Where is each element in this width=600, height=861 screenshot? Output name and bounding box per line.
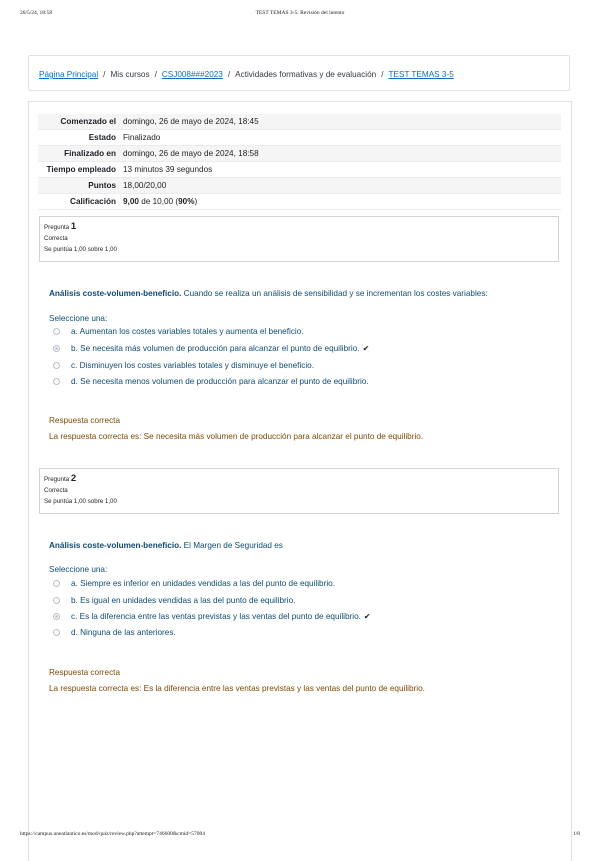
print-title: TEST TEMAS 3-5: Revisión del intento [255, 10, 345, 16]
radio-icon[interactable] [53, 362, 60, 369]
grade-percent: 90% [178, 197, 195, 206]
question-body: Cuando se realiza un análisis de sensibilidad y se incrementan los costes variables: [181, 289, 488, 298]
summary-row [38, 194, 561, 210]
answer-option[interactable] [53, 628, 176, 637]
check-icon: ✔ [363, 612, 371, 621]
print-page-number: 1/8 [572, 831, 580, 837]
summary-label: Calificación [70, 197, 116, 206]
question-text [49, 289, 488, 298]
check-icon: ✔ [362, 344, 370, 353]
breadcrumb-my-courses: Mis cursos [110, 70, 150, 79]
question-number: 1 [70, 221, 77, 232]
summary-row [38, 114, 561, 130]
answer-text: b. Es igual en unidades vendidas a las del punto de equilibrio. [71, 596, 296, 605]
answer-text: a. Siempre es inferior en unidades vendidas a las del punto de equilibrio. [71, 579, 335, 588]
summary-value: 13 minutos 39 segundos [123, 165, 213, 174]
summary-row [38, 146, 561, 162]
question-title: Análisis coste-volumen-beneficio. [49, 289, 182, 298]
print-datetime: 26/5/24, 18:58 [20, 10, 53, 16]
answer-option[interactable] [53, 612, 371, 621]
feedback-status: Respuesta correcta [49, 416, 120, 425]
answer-option[interactable] [53, 361, 314, 370]
summary-row [38, 162, 561, 178]
radio-icon[interactable] [53, 629, 60, 636]
answer-text: b. Se necesita más volumen de producción para alcanzar el punto de equilibrio. [71, 344, 360, 353]
answer-prompt: Seleccione una: [49, 565, 108, 574]
question-state: Correcta [44, 235, 68, 242]
summary-label: Tiempo empleado [46, 165, 116, 174]
answer-option[interactable] [53, 377, 369, 386]
question-grade: Se puntúa 1,00 sobre 1,00 [44, 498, 117, 505]
summary-value: domingo, 26 de mayo de 2024, 18:45 [123, 117, 259, 126]
feedback-correct-answer: La respuesta correcta es: Es la diferencia entre las ventas previstas y las ventas del punto de equilibrio. [49, 684, 425, 693]
question-number: 2 [70, 473, 77, 484]
breadcrumb-separator: / [103, 70, 106, 79]
summary-label: Finalizado en [64, 149, 116, 158]
print-url: https://campus.uneatlantico.es/mod/quiz/review.php?attempt=746608&cmid=57004 [20, 831, 206, 837]
summary-value: Finalizado [123, 133, 161, 142]
answer-text: c. Disminuyen los costes variables totales y disminuye el beneficio. [71, 361, 315, 370]
summary-value [119, 194, 561, 210]
radio-icon[interactable] [53, 378, 60, 385]
question-title: Análisis coste-volumen-beneficio. [49, 541, 182, 550]
answer-text: d. Ninguna de las anteriores. [71, 628, 176, 637]
radio-icon[interactable] [53, 597, 60, 604]
grade-mid: de 10,00 ( [138, 197, 179, 206]
breadcrumb-separator: / [381, 70, 384, 79]
summary-row [38, 130, 561, 146]
question-info-box [39, 216, 559, 262]
breadcrumb-section: Actividades formativas y de evaluación [235, 70, 377, 79]
breadcrumb-separator: / [154, 70, 157, 79]
feedback-correct-answer: La respuesta correcta es: Se necesita más volumen de producción para alcanzar el punto de equilibrio. [49, 432, 424, 441]
answer-text: a. Aumentan los costes variables totales y aumenta el beneficio. [71, 327, 304, 336]
grade-score: 9,00 [123, 197, 139, 206]
feedback-status: Respuesta correcta [49, 668, 120, 677]
attempt-summary-table [38, 114, 561, 210]
summary-value: 18,00/20,00 [123, 181, 167, 190]
breadcrumb-course-link[interactable]: CSJ008###2023 [161, 70, 223, 79]
question-body: El Margen de Seguridad es [181, 541, 283, 550]
breadcrumb-separator: / [227, 70, 231, 79]
answer-option[interactable] [53, 579, 335, 588]
breadcrumb [28, 55, 570, 91]
summary-value: domingo, 26 de mayo de 2024, 18:58 [123, 149, 259, 158]
radio-icon[interactable] [53, 328, 60, 335]
radio-icon[interactable] [53, 345, 60, 352]
grade-end: ) [194, 197, 198, 206]
breadcrumb-home-link[interactable]: Página Principal [39, 70, 99, 79]
breadcrumb-quiz-link[interactable]: TEST TEMAS 3-5 [388, 70, 454, 79]
summary-row [38, 178, 561, 194]
question-label: Pregunta [44, 476, 70, 483]
summary-label: Estado [88, 133, 116, 142]
answer-option[interactable] [53, 596, 295, 605]
question-text [49, 541, 283, 550]
answer-prompt: Seleccione una: [49, 314, 108, 323]
radio-icon[interactable] [53, 613, 60, 620]
question-state: Correcta [44, 487, 68, 494]
question-info-box [39, 468, 559, 514]
question-label: Pregunta [44, 224, 70, 231]
answer-option[interactable] [53, 327, 304, 336]
summary-label: Puntos [88, 181, 116, 190]
radio-icon[interactable] [53, 580, 60, 587]
answer-text: c. Es la diferencia entre las ventas previstas y las ventas del punto de equilibrio. [71, 612, 361, 621]
answer-option[interactable] [53, 344, 369, 353]
answer-text: d. Se necesita menos volumen de producción para alcanzar el punto de equilibrio. [71, 377, 369, 386]
question-grade: Se puntúa 1,00 sobre 1,00 [44, 246, 117, 253]
summary-label: Comenzado el [60, 117, 116, 126]
